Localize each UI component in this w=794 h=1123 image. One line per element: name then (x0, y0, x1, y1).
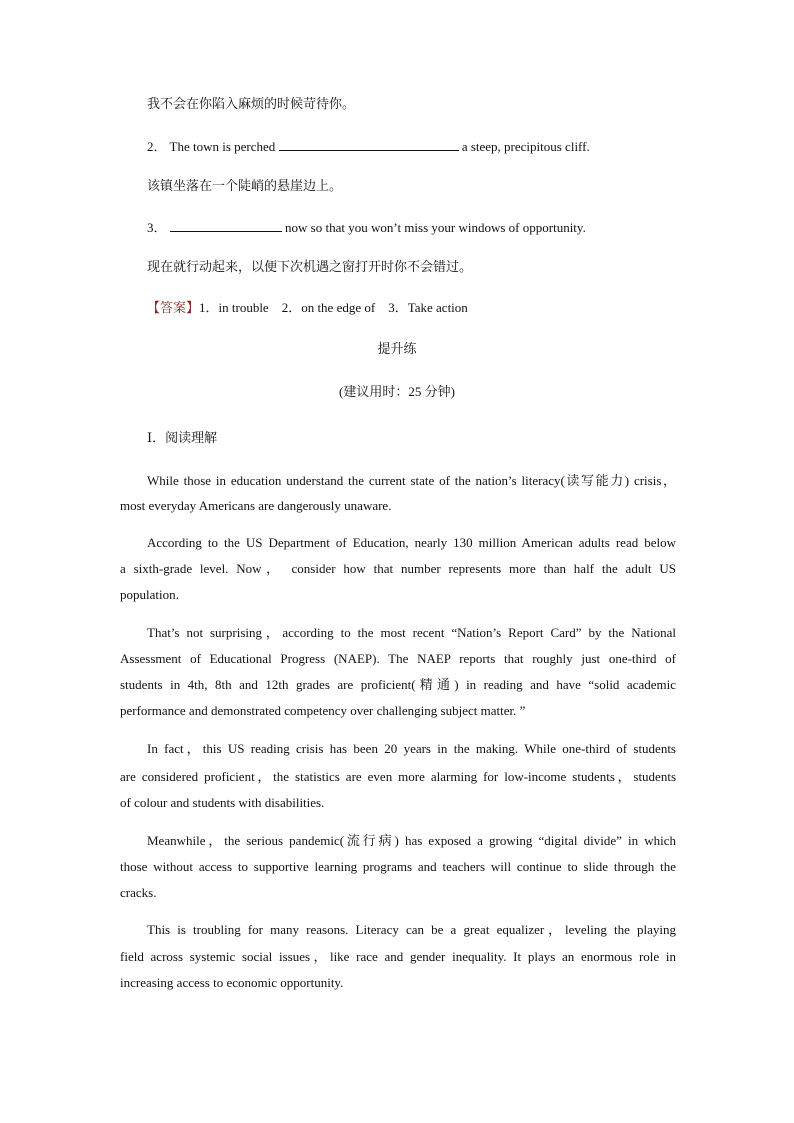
passage-line: field across systemic social issues，like race and gender inequality. It plays an enormous role in (120, 949, 676, 964)
q1-translation: 我不会在你陷入麻烦的时候苛待你。 (147, 96, 356, 111)
answer-label: 【答案】 (147, 300, 200, 315)
passage-line: a sixth-grade level. Now， consider how that number represents more than half the adult US (120, 561, 676, 576)
q3-text-after: now so that you won’t miss your windows of opportunity. (285, 220, 586, 235)
part-heading: Ⅰ．阅读理解 (147, 430, 218, 445)
question-3 (147, 219, 586, 236)
section-title: 提升练 (377, 341, 417, 356)
q2-blank[interactable] (279, 138, 459, 151)
passage-line: In fact，this US reading crisis has been 20 years in the making. While one-third of students (147, 741, 676, 756)
passage-line: of colour and students with disabilities. (120, 795, 325, 810)
passage-line: most everyday Americans are dangerously unaware. (120, 498, 392, 513)
passage-line: That’s not surprising，according to the most recent “Nation’s Report Card” by the National (147, 625, 676, 640)
passage-line: While those in education understand the current state of the nation’s literacy(读写能力) crisis， (147, 473, 676, 488)
passage-line: Meanwhile，the serious pandemic(流行病) has exposed a growing “digital divide” in which (147, 833, 676, 848)
passage-line: those without access to supportive learning programs and teachers will continue to slide through the (120, 859, 676, 874)
passage-line: performance and demonstrated competency over challenging subject matter. ” (120, 703, 526, 718)
q2-number: 2． (147, 139, 167, 154)
q2-text-before: The town is perched (169, 139, 276, 154)
q3-translation: 现在就行动起来，以便下次机遇之窗打开时你不会错过。 (147, 259, 473, 274)
q2-translation: 该镇坐落在一个陡峭的悬崖边上。 (147, 178, 343, 193)
passage-line: are considered proficient，the statistics are even more alarming for low-income students，students (120, 769, 676, 784)
suggested-time: (建议用时：25 分钟) (339, 384, 455, 399)
q2-text-after: a steep, precipitous cliff. (461, 139, 590, 154)
q3-number: 3． (147, 220, 167, 235)
passage-line: According to the US Department of Education, nearly 130 million American adults read below (147, 535, 676, 550)
passage-line: Assessment of Educational Progress (NAEP). The NAEP reports that roughly just one-third of (120, 651, 676, 666)
passage-line: increasing access to economic opportunity. (120, 975, 344, 990)
passage-line: cracks. (120, 885, 157, 900)
passage-line: students in 4th, 8th and 12th grades are proficient(精通) in reading and have “solid academic (120, 677, 676, 692)
answer-line (147, 300, 468, 316)
q3-blank[interactable] (170, 219, 282, 232)
passage-line: This is troubling for many reasons. Literacy can be a great equalizer，leveling the playing (147, 922, 676, 937)
answer-text: 1．in trouble 2．on the edge of 3．Take action (199, 300, 468, 315)
question-2 (147, 138, 590, 155)
passage-line: population. (120, 587, 179, 602)
